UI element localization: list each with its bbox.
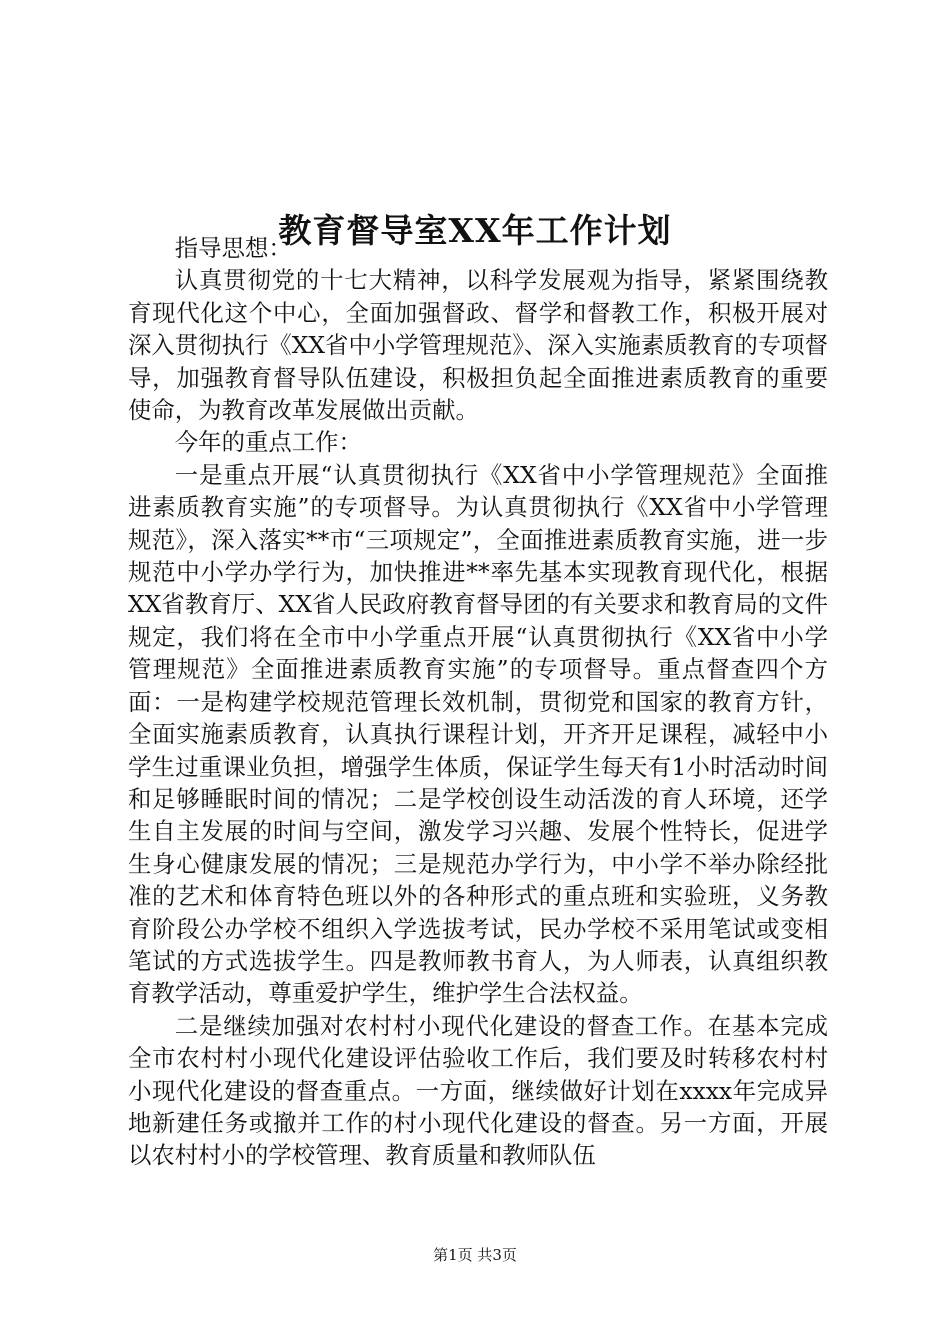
document-title: 教育督导室XX年工作计划	[278, 211, 672, 251]
paragraph-key-work-one: 一是重点开展“认真贯彻执行《XX省中小学管理规范》全面推进素质教育实施”的专项督导。为认真贯彻执行《XX省中小学管理规范》，深入落实**市“三项规定”，全面推进素质教育实施，进一步规范中小学办学行为，加快推进**率先基本实现教育现代化，根据XX省教育厅、XX省人民政府教育督导团的有关要求和教育局的文件规定，我们将在全市中小学重点开展“认真贯彻执行《XX省中小学管理规范》全面推进素质教育实施”的专项督导。重点督查四个方面：一是构建学校规范管理长效机制，贯彻党和国家的教育方针，全面实施素质教育，认真执行课程计划，开齐开足课程，减轻中小学生过重课业负担，增强学生体质，保证学生每天有1小时活动时间和足够睡眠时间的情况；二是学校创设生动活泼的育人环境，还学生自主发展的时间与空间，激发学习兴趣、发展个性特长，促进学生身心健康发展的情况；三是规范办学行为，中小学不举办除经批准的艺术和体育特色班以外的各种形式的重点班和实验班，义务教育阶段公办学校不组织入学选拔考试，民办学校不采用笔试或变相笔试的方式选拔学生。四是教师教书育人，为人师表，认真组织教育教学活动，尊重爱护学生，维护学生合法权益。	[128, 460, 828, 1008]
paragraph-key-work-two: 二是继续加强对农村村小现代化建设的督查工作。在基本完成全市农村村小现代化建设评估验收工作后，我们要及时转移农村村小现代化建设的督查重点。一方面，继续做好计划在xxxx年完成异地新建任务或撤并工作的村小现代化建设的督查。另一方面，开展以农村村小的学校管理、教育质量和教师队伍	[128, 1011, 828, 1170]
paragraph-key-work-heading: 今年的重点工作：	[174, 428, 362, 457]
paragraph-guiding-heading: 指导思想：	[174, 234, 292, 262]
document-body	[128, 232, 828, 1172]
page-number-footer: 第1页 共3页	[433, 1246, 517, 1264]
paragraph-guiding-content: 认真贯彻党的十七大精神，以科学发展观为指导，紧紧围绕教育现代化这个中心，全面加强督政、督学和督教工作，积极开展对深入贯彻执行《XX省中小学管理规范》、深入实施素质教育的专项督导，加强教育督导队伍建设，积极担负起全面推进素质教育的重要使命，为教育改革发展做出贡献。	[128, 266, 828, 425]
